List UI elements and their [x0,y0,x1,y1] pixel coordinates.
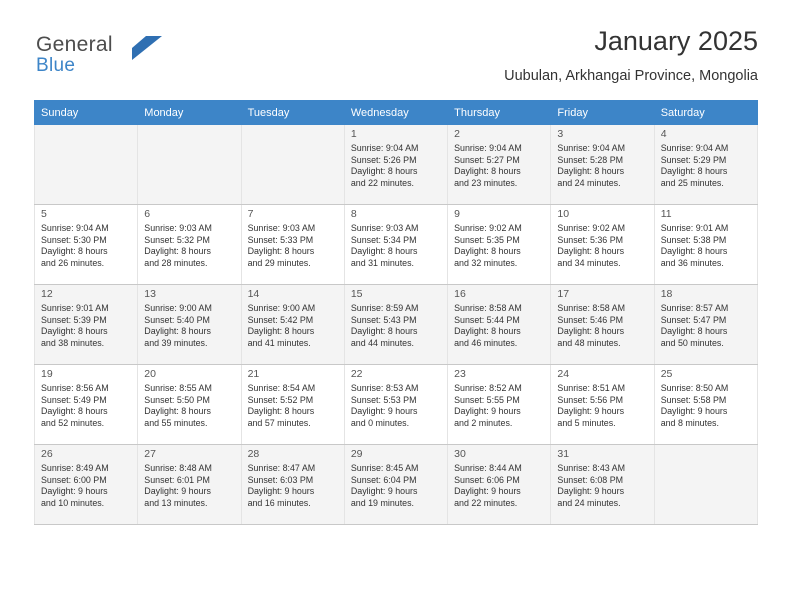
day-detail-line: Sunrise: 9:02 AM [454,223,522,233]
day-details [248,383,339,429]
calendar-week-row [35,205,758,285]
day-number: 19 [41,368,53,380]
day-detail-line: and 44 minutes. [350,337,414,348]
day-detail-line: Sunset: 6:08 PM [557,474,624,485]
day-number: 11 [660,208,672,220]
day-detail-line: Sunset: 5:53 PM [350,394,417,405]
day-detail-line: Sunrise: 8:53 AM [350,383,419,393]
calendar-day-cell-empty [241,125,344,205]
day-details [41,463,132,509]
day-detail-line: Sunset: 5:28 PM [557,154,624,165]
day-detail-line: Sunset: 5:55 PM [454,394,520,405]
day-detail-line: Daylight: 8 hours [557,166,625,177]
day-detail-line: Sunrise: 8:50 AM [660,383,729,393]
weekday-header-tuesday: Tuesday [241,101,344,125]
day-detail-line: Daylight: 8 hours [247,406,315,417]
day-number: 29 [350,448,363,460]
day-number: 3 [557,128,564,140]
day-detail-line: Sunset: 5:52 PM [247,394,314,405]
logo-general-text: General [36,33,113,56]
calendar-week-row [35,445,758,525]
day-detail-line: Daylight: 8 hours [144,326,211,337]
day-details [454,463,545,509]
day-detail-line: Daylight: 9 hours [454,486,521,497]
day-detail-line: and 23 minutes. [454,177,518,188]
day-detail-line: Sunrise: 8:58 AM [454,303,522,313]
day-number: 9 [454,208,460,220]
day-details [248,303,339,349]
day-details [144,383,235,429]
day-detail-line: Sunrise: 9:00 AM [247,303,316,313]
day-number: 14 [247,288,260,300]
day-number: 26 [41,448,53,460]
day-detail-line: Sunset: 6:03 PM [247,474,314,485]
day-detail-line: Daylight: 9 hours [247,486,315,497]
day-details [144,223,235,269]
calendar-day-cell [35,285,138,365]
day-detail-line: and 34 minutes. [557,257,621,268]
day-detail-line: and 8 minutes. [660,417,719,428]
day-detail-line: Daylight: 8 hours [350,326,418,337]
day-detail-line: Sunrise: 8:59 AM [350,303,419,313]
day-detail-line: and 24 minutes. [557,177,621,188]
day-detail-line: and 29 minutes. [247,257,311,268]
day-number: 25 [660,368,673,380]
calendar-day-cell [344,205,447,285]
day-details [144,463,235,509]
page-title: January 2025 [594,26,758,56]
day-details [41,223,132,269]
day-detail-line: and 38 minutes. [41,337,105,348]
calendar-day-cell [344,125,447,205]
day-detail-line: Sunset: 5:56 PM [557,394,624,405]
day-detail-line: Sunrise: 8:56 AM [41,383,109,393]
day-detail-line: Sunrise: 9:00 AM [144,303,212,313]
day-detail-line: Sunrise: 9:04 AM [454,143,522,153]
day-detail-line: Daylight: 8 hours [557,326,625,337]
day-detail-line: Sunset: 5:58 PM [660,394,727,405]
day-detail-line: and 48 minutes. [557,337,621,348]
day-details [557,383,648,429]
day-number: 22 [350,368,363,380]
day-details [661,143,752,189]
logo [36,34,246,75]
calendar-day-cell [35,205,138,285]
calendar-week-row [35,125,758,205]
day-number: 18 [660,288,673,300]
calendar-day-cell [138,365,241,445]
calendar-day-cell [448,285,551,365]
logo-blue-text: Blue [36,55,76,76]
day-detail-line: and 16 minutes. [247,497,311,508]
calendar-day-cell [551,365,654,445]
calendar-day-cell [551,125,654,205]
day-number: 17 [557,288,570,300]
day-details [661,303,752,349]
day-details [351,383,442,429]
day-number: 23 [454,368,466,380]
day-detail-line: Sunrise: 8:45 AM [350,463,419,473]
calendar-day-cell [344,445,447,525]
day-detail-line: and 31 minutes. [350,257,414,268]
day-details [248,223,339,269]
day-details [351,463,442,509]
day-detail-line: Daylight: 8 hours [557,246,625,257]
day-detail-line: Sunset: 5:34 PM [350,234,417,245]
day-detail-line: Sunset: 5:44 PM [454,314,520,325]
day-detail-line: Sunset: 5:29 PM [660,154,727,165]
day-detail-line: and 10 minutes. [41,497,105,508]
calendar-day-cell [35,445,138,525]
day-detail-line: Sunrise: 8:43 AM [557,463,625,473]
calendar-day-cell [344,365,447,445]
calendar-day-cell [654,125,757,205]
day-detail-line: Sunrise: 8:54 AM [247,383,316,393]
day-detail-line: Daylight: 9 hours [350,486,418,497]
day-number: 7 [247,208,254,220]
calendar-day-cell [654,205,757,285]
day-detail-line: and 32 minutes. [454,257,518,268]
day-detail-line: Sunrise: 8:51 AM [557,383,625,393]
day-number: 31 [557,448,570,460]
day-detail-line: Daylight: 8 hours [454,326,521,337]
day-detail-line: and 19 minutes. [350,497,414,508]
day-details [454,303,545,349]
day-detail-line: Daylight: 8 hours [41,326,108,337]
day-details [351,223,442,269]
calendar-day-cell [344,285,447,365]
day-detail-line: Sunset: 5:42 PM [247,314,314,325]
day-number: 1 [350,128,357,140]
day-detail-line: and 57 minutes. [247,417,311,428]
day-number: 16 [454,288,466,300]
day-detail-line: Daylight: 8 hours [247,246,315,257]
day-detail-line: Daylight: 9 hours [557,486,625,497]
day-detail-line: Sunrise: 8:47 AM [247,463,316,473]
day-detail-line: and 2 minutes. [454,417,513,428]
weekday-header-thursday: Thursday [448,101,551,125]
weekday-header-saturday: Saturday [654,101,757,125]
calendar-day-cell [241,205,344,285]
weekday-header-sunday: Sunday [35,101,138,125]
day-detail-line: Sunrise: 9:03 AM [144,223,212,233]
day-details [248,463,339,509]
day-detail-line: Daylight: 9 hours [660,406,728,417]
day-detail-line: Sunset: 5:39 PM [41,314,107,325]
day-detail-line: Sunrise: 9:02 AM [557,223,625,233]
day-details [351,143,442,189]
day-detail-line: Sunrise: 8:52 AM [454,383,522,393]
day-detail-line: and 22 minutes. [350,177,414,188]
day-detail-line: Sunrise: 8:44 AM [454,463,522,473]
day-number: 15 [350,288,363,300]
day-detail-line: and 25 minutes. [660,177,724,188]
day-detail-line: Daylight: 8 hours [41,406,108,417]
day-number: 6 [144,208,151,220]
day-number: 30 [454,448,466,460]
calendar-day-cell [448,125,551,205]
day-detail-line: and 50 minutes. [660,337,724,348]
day-detail-line: Sunset: 5:30 PM [41,234,107,245]
calendar-week-row [35,365,758,445]
day-detail-line: Sunset: 6:06 PM [454,474,520,485]
day-detail-line: Daylight: 8 hours [660,166,728,177]
day-detail-line: Sunset: 5:40 PM [144,314,210,325]
day-detail-line: Daylight: 8 hours [350,166,418,177]
calendar-week-row [35,285,758,365]
weekday-header-wednesday: Wednesday [344,101,447,125]
day-detail-line: Sunset: 6:04 PM [350,474,417,485]
day-detail-line: and 22 minutes. [454,497,518,508]
day-detail-line: Sunrise: 9:03 AM [350,223,419,233]
day-detail-line: and 26 minutes. [41,257,105,268]
day-detail-line: Daylight: 8 hours [144,246,211,257]
day-details [454,383,545,429]
day-detail-line: Sunset: 5:38 PM [660,234,727,245]
weekday-header-monday: Monday [138,101,241,125]
day-detail-line: Daylight: 8 hours [350,246,418,257]
day-detail-line: Sunrise: 8:58 AM [557,303,625,313]
day-detail-line: and 5 minutes. [557,417,616,428]
day-detail-line: Sunrise: 9:04 AM [557,143,625,153]
day-detail-line: Sunset: 5:35 PM [454,234,520,245]
day-detail-line: Sunrise: 8:48 AM [144,463,212,473]
day-detail-line: Sunset: 5:32 PM [144,234,210,245]
calendar-day-cell [241,365,344,445]
day-number: 27 [144,448,156,460]
day-detail-line: Sunset: 6:01 PM [144,474,210,485]
day-detail-line: Sunset: 5:50 PM [144,394,210,405]
day-detail-line: Daylight: 9 hours [454,406,521,417]
day-detail-line: Sunset: 5:33 PM [247,234,314,245]
day-details [557,223,648,269]
calendar-day-cell [138,205,241,285]
day-number: 28 [247,448,260,460]
day-detail-line: and 36 minutes. [660,257,724,268]
day-detail-line: and 52 minutes. [41,417,105,428]
day-details [41,303,132,349]
day-detail-line: Sunrise: 9:03 AM [247,223,316,233]
calendar-day-cell [448,445,551,525]
day-detail-line: Sunrise: 8:49 AM [41,463,109,473]
calendar-day-cell-empty [654,445,757,525]
day-details [454,143,545,189]
day-number: 10 [557,208,570,220]
day-detail-line: Sunset: 5:26 PM [350,154,417,165]
day-detail-line: Sunrise: 9:04 AM [41,223,109,233]
day-details [661,223,752,269]
day-number: 5 [41,208,47,220]
day-detail-line: Sunrise: 8:55 AM [144,383,212,393]
day-number: 4 [660,128,667,140]
day-detail-line: Sunset: 6:00 PM [41,474,107,485]
day-number: 8 [350,208,357,220]
calendar-day-cell [241,285,344,365]
day-detail-line: Daylight: 9 hours [350,406,418,417]
calendar-day-cell-empty [138,125,241,205]
day-detail-line: Daylight: 8 hours [41,246,108,257]
day-number: 21 [247,368,260,380]
day-detail-line: Daylight: 9 hours [557,406,625,417]
day-detail-line: Sunset: 5:43 PM [350,314,417,325]
day-detail-line: Sunset: 5:49 PM [41,394,107,405]
day-details [41,383,132,429]
day-detail-line: Sunset: 5:36 PM [557,234,624,245]
day-detail-line: Daylight: 9 hours [41,486,108,497]
day-number: 2 [454,128,460,140]
weekday-header-row [35,101,758,125]
calendar-day-cell [138,445,241,525]
day-detail-line: Sunrise: 9:01 AM [41,303,109,313]
day-detail-line: Sunset: 5:46 PM [557,314,624,325]
calendar-day-cell [551,205,654,285]
day-detail-line: Daylight: 8 hours [454,166,521,177]
day-detail-line: and 41 minutes. [247,337,311,348]
day-number: 20 [144,368,156,380]
day-detail-line: and 0 minutes. [350,417,410,428]
day-detail-line: Sunset: 5:47 PM [660,314,727,325]
day-detail-line: and 39 minutes. [144,337,208,348]
day-detail-line: and 46 minutes. [454,337,518,348]
calendar-day-cell [138,285,241,365]
day-detail-line: Daylight: 8 hours [660,326,728,337]
page-header [34,22,758,98]
calendar-day-cell [448,365,551,445]
day-detail-line: Sunrise: 9:04 AM [660,143,729,153]
day-detail-line: Sunrise: 9:04 AM [350,143,419,153]
calendar-day-cell [241,445,344,525]
calendar-body [35,125,758,525]
day-number: 12 [41,288,53,300]
calendar-day-cell [551,445,654,525]
day-detail-line: Daylight: 9 hours [144,486,211,497]
day-detail-line: Daylight: 8 hours [660,246,728,257]
day-details [144,303,235,349]
calendar-day-cell [654,365,757,445]
day-details [454,223,545,269]
day-detail-line: and 55 minutes. [144,417,208,428]
day-details [557,463,648,509]
calendar-day-cell [35,365,138,445]
weekday-header-friday: Friday [551,101,654,125]
day-detail-line: and 28 minutes. [144,257,208,268]
day-details [661,383,752,429]
calendar-day-cell-empty [35,125,138,205]
day-detail-line: Daylight: 8 hours [144,406,211,417]
calendar-day-cell [654,285,757,365]
day-detail-line: Sunrise: 8:57 AM [660,303,729,313]
day-detail-line: Sunset: 5:27 PM [454,154,520,165]
calendar-table [34,100,758,525]
day-detail-line: Daylight: 8 hours [454,246,521,257]
calendar-day-cell [551,285,654,365]
day-detail-line: and 13 minutes. [144,497,208,508]
day-detail-line: Daylight: 8 hours [247,326,315,337]
day-details [557,143,648,189]
day-number: 13 [144,288,156,300]
day-detail-line: and 24 minutes. [557,497,621,508]
location-subtitle: Uubulan, Arkhangai Province, Mongolia [504,68,758,84]
day-details [351,303,442,349]
day-number: 24 [557,368,570,380]
calendar-day-cell [448,205,551,285]
flag-icon-highlight [132,36,146,48]
day-detail-line: Sunrise: 9:01 AM [660,223,729,233]
day-details [557,303,648,349]
